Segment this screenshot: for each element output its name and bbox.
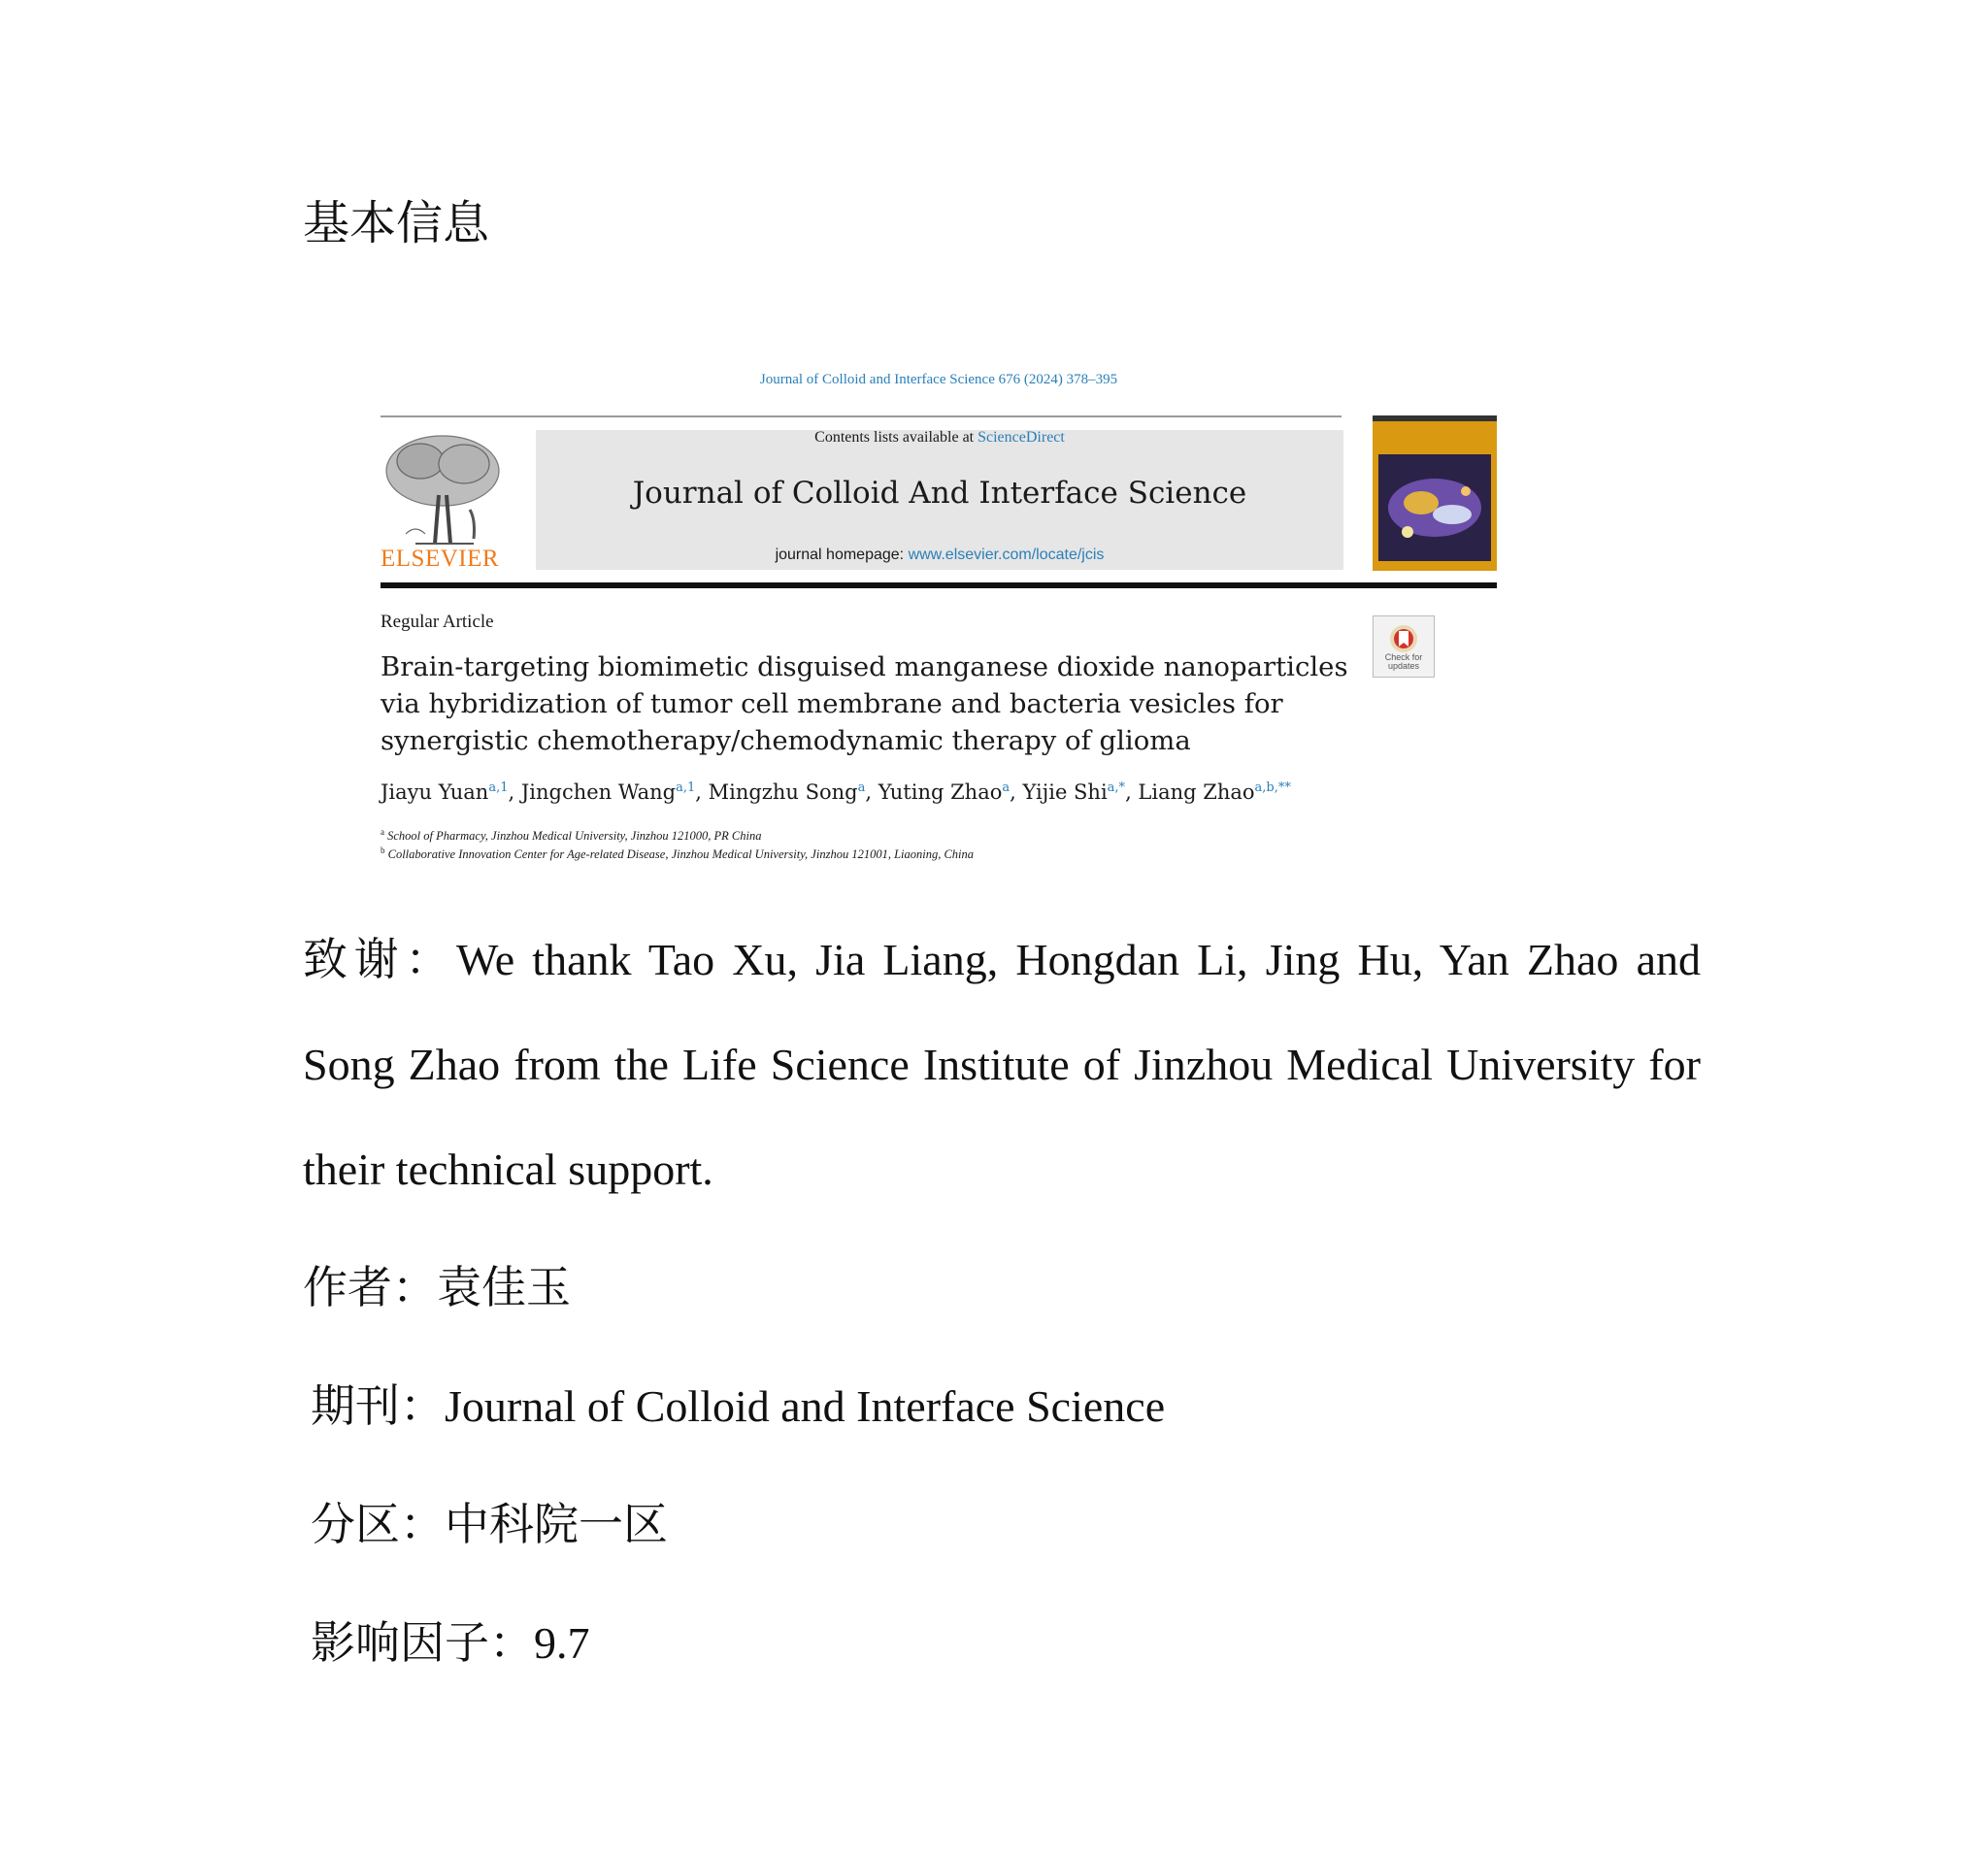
author: Liang Zhao bbox=[1138, 780, 1255, 804]
contents-prefix: Contents lists available at bbox=[814, 429, 978, 446]
zone-label: 分区： bbox=[311, 1498, 445, 1550]
check-for-updates-badge[interactable] bbox=[1373, 615, 1435, 678]
affiliation-mark: b bbox=[381, 846, 385, 855]
homepage-prefix: journal homepage: bbox=[775, 547, 909, 563]
author-sup[interactable]: a bbox=[857, 780, 866, 795]
section-heading: 基本信息 bbox=[303, 196, 490, 250]
journal-title: Journal of Colloid And Interface Science bbox=[632, 476, 1247, 511]
affiliation-a bbox=[381, 827, 762, 844]
impact-factor-value: 9.7 bbox=[534, 1618, 590, 1668]
article-title: Brain-targeting biomimetic disguised manganese dioxide nanoparticles via hybridization of tumor cell membrane and bacteria vesicles for synergistic chemotherapy/chemodynamic therapy of glioma bbox=[381, 651, 1348, 756]
affiliation-mark: a bbox=[381, 827, 384, 837]
zone-value: 中科院一区 bbox=[445, 1498, 668, 1550]
affiliation-text: Collaborative Innovation Center for Age-related Disease, Jinzhou Medical University, Jinzhou 121001, Liaoning, China bbox=[387, 847, 975, 862]
author-list: Jiayu Yuan$^{a,1}$, Jingchen Wang$^{a,1}$, Mingzhu Song$^a$, Yuting Zhao$^a$, Yijie Shi$^{a,*}$, Liang Zhao$^{a,b,**}$ bbox=[381, 780, 1291, 804]
impact-factor-field bbox=[311, 1613, 590, 1673]
affiliation-text: School of Pharmacy, Jinzhou Medical University, Jinzhou 121000, PR China bbox=[387, 829, 762, 844]
acknowledgement-label: 致谢： bbox=[303, 933, 456, 985]
author-label: 作者： bbox=[303, 1261, 437, 1313]
bottom-divider bbox=[381, 582, 1497, 588]
author-sup[interactable]: a bbox=[1002, 780, 1011, 795]
check-updates-label-1: Check for bbox=[1384, 652, 1423, 662]
contents-line bbox=[536, 429, 1343, 447]
homepage-line bbox=[536, 547, 1343, 564]
elsevier-wordmark: ELSEVIER bbox=[381, 546, 500, 572]
journal-cover-image bbox=[1373, 415, 1497, 571]
check-updates-label-2: updates bbox=[1387, 661, 1420, 671]
author-sup[interactable]: a,1 bbox=[676, 780, 696, 795]
journal-label: 期刊： bbox=[311, 1379, 445, 1432]
journal-value: Journal of Colloid and Interface Science bbox=[445, 1381, 1166, 1431]
homepage-link[interactable]: www.elsevier.com/locate/jcis bbox=[908, 547, 1105, 563]
author: Yuting Zhao bbox=[878, 780, 1003, 804]
top-divider bbox=[381, 415, 1342, 417]
article-type: Regular Article bbox=[381, 612, 494, 632]
author-sup[interactable]: a,b,** bbox=[1254, 780, 1291, 795]
author: Jingchen Wang bbox=[520, 780, 677, 804]
zone-field bbox=[311, 1495, 668, 1554]
author: Yijie Shi bbox=[1022, 780, 1108, 804]
acknowledgement-paragraph bbox=[303, 907, 1701, 1222]
impact-factor-label: 影响因子： bbox=[311, 1616, 534, 1669]
affiliation-b bbox=[381, 846, 974, 862]
author-sup[interactable]: a,1 bbox=[488, 780, 509, 795]
journal-field bbox=[311, 1377, 1165, 1436]
acknowledgement-text: We thank Tao Xu, Jia Liang, Hongdan Li, Jing Hu, Yan Zhao and Song Zhao from the Life Science Institute of Jinzhou Medical University for their technical support. bbox=[303, 935, 1702, 1194]
journal-citation: Journal of Colloid and Interface Science 676 (2024) 378–395 bbox=[759, 372, 1118, 387]
author-field bbox=[303, 1258, 571, 1317]
author-value: 袁佳玉 bbox=[437, 1261, 571, 1313]
author-sup[interactable]: a,* bbox=[1107, 780, 1126, 795]
author: Jiayu Yuan bbox=[381, 780, 489, 804]
author: Mingzhu Song bbox=[708, 780, 858, 804]
sciencedirect-link[interactable]: ScienceDirect bbox=[977, 429, 1065, 446]
